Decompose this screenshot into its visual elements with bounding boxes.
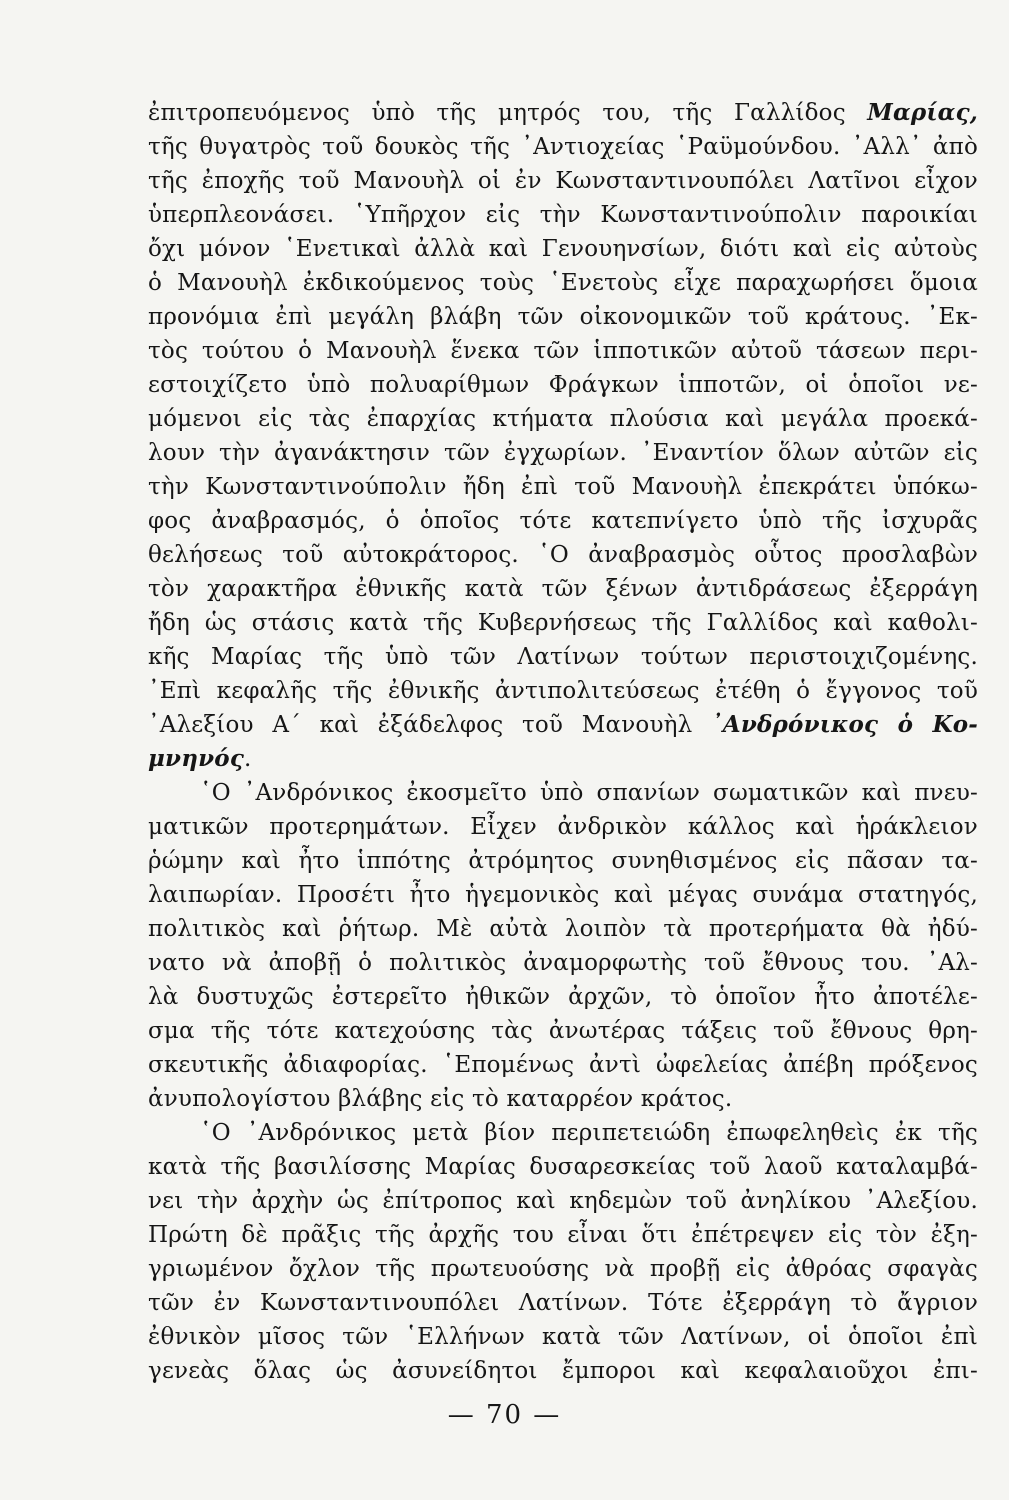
text-line: λουν τὴν ἀγανάκτησιν τῶν ἐγχωρίων. ᾿Εναντίον ὅλων αὐτῶν εἰς: [148, 440, 978, 466]
text-line: θελήσεως τοῦ αὐτοκράτορος. ῾Ο ἀναβρασμὸς οὗτος προσλαβὼν: [148, 542, 978, 568]
text-line: φος ἀναβρασμός, ὁ ὁποῖος τότε κατεπνίγετο ὑπὸ τῆς ἰσχυρᾶς: [148, 508, 978, 534]
text-line: κῆς Μαρίας τῆς ὑπὸ τῶν Λατίνων τούτων περιστοιχιζομένης.: [148, 644, 978, 670]
text-line: τῆς θυγατρὸς τοῦ δουκὸς τῆς ᾿Αντιοχείας ῾Ραϋμούνδου. ᾿Αλλ᾿ ἀπὸ: [148, 134, 978, 160]
text-line: ῾Ο ᾿Ανδρόνικος μετὰ βίον περιπετειώδη ἐπωφεληθεὶς ἐκ τῆς: [200, 1120, 978, 1146]
text-line: λὰ δυστυχῶς ἐστερεῖτο ἠθικῶν ἀρχῶν, τὸ ὁποῖον ἦτο ἀποτέλε-: [148, 984, 978, 1010]
text-line: σκευτικῆς ἀδιαφορίας. ῾Επομένως ἀντὶ ὠφελείας ἀπέβη πρόξενος: [148, 1052, 978, 1078]
text-line: νει τὴν ἀρχὴν ὡς ἐπίτροπος καὶ κηδεμὼν τοῦ ἀνηλίκου ᾿Αλεξίου.: [148, 1188, 978, 1214]
text-line: ὁ Μανουὴλ ἐκδικούμενος τοὺς ῾Ενετοὺς εἶχε παραχωρήσει ὅμοια: [148, 270, 978, 296]
text-line: γριωμένον ὄχλον τῆς πρωτευούσης νὰ προβῇ εἰς ἀθρόας σφαγὰς: [148, 1256, 978, 1282]
text-line: τῆς ἐποχῆς τοῦ Μανουὴλ οἱ ἐν Κωνσταντινουπόλει Λατῖνοι εἶχον: [148, 168, 978, 194]
text-line: λαιπωρίαν. Προσέτι ἦτο ἡγεμονικὸς καὶ μέγας συνάμα στατηγός,: [148, 882, 978, 908]
text-line: εστοιχίζετο ὑπὸ πολυαρίθμων Φράγκων ἱπποτῶν, οἱ ὁποῖοι νε-: [148, 372, 978, 398]
text-line: Πρώτη δὲ πρᾶξις τῆς ἀρχῆς του εἶναι ὅτι ἐπέτρεψεν εἰς τὸν ἐξη-: [148, 1222, 978, 1248]
text-line: ἐθνικὸν μῖσος τῶν ῾Ελλήνων κατὰ τῶν Λατίνων, οἱ ὁποῖοι ἐπὶ: [148, 1324, 978, 1350]
text-line: σμα τῆς τότε κατεχούσης τὰς ἀνωτέρας τάξεις τοῦ ἔθνους θρη-: [148, 1018, 978, 1044]
text-line: ματικῶν προτερημάτων. Εἶχεν ἀνδρικὸν κάλλος καὶ ἡράκλειον: [148, 814, 978, 840]
text-line: ᾿Επὶ κεφαλῆς τῆς ἐθνικῆς ἀντιπολιτεύσεως ἐτέθη ὁ ἔγγονος τοῦ: [148, 678, 978, 704]
text-line: νατο νὰ ἀποβῇ ὁ πολιτικὸς ἀναμορφωτὴς τοῦ ἔθνους του. ᾿Αλ-: [148, 950, 978, 976]
text-line: τὴν Κωνσταντινούπολιν ἤδη ἐπὶ τοῦ Μανουὴλ ἐπεκράτει ὑπόκω-: [148, 474, 978, 500]
text-line: τὸς τούτου ὁ Μανουὴλ ἕνεκα τῶν ἱππoτικῶν αὐτοῦ τάσεων περι-: [148, 338, 978, 364]
text-line: μόμενοι εἰς τὰς ἐπαρχίας κτήματα πλούσια καὶ μεγάλα προεκά-: [148, 406, 978, 432]
body-text: [148, 96, 978, 1384]
text-line: προνόμια ἐπὶ μεγάλη βλάβη τῶν οἰκονομικῶν τοῦ κράτους. ᾿Εκ-: [148, 304, 978, 330]
text-line: γενεὰς ὅλας ὡς ἀσυνείδητοι ἔμποροι καὶ κεφαλαιοῦχοι ἐπι-: [148, 1358, 978, 1384]
text-line: ᾿Αλεξίου Α΄ καὶ ἐξάδελφος τοῦ Μανουὴλ ᾿Ανδρόνικος ὁ Κο-: [148, 711, 978, 738]
text-line: πολιτικὸς καὶ ῥήτωρ. Μὲ αὐτὰ λοιπὸν τὰ προτερήματα θὰ ἠδύ-: [148, 916, 978, 942]
text-line: ἐπιτροπευόμενος ὑπὸ τῆς μητρός του, τῆς Γαλλίδος Μαρίας,: [148, 99, 978, 126]
text-line: τὸν χαρακτῆρα ἐθνικῆς κατὰ τῶν ξένων ἀντιδράσεως ἐξερράγη: [148, 576, 978, 602]
text-line: ὑπερπλεονάσει. ῾Υπῆρχον εἰς τὴν Κωνσταντινούπολιν παροικίαι: [148, 202, 978, 228]
text-line: ῥώμην καὶ ἦτο ἱππότης ἀτρόμητος συνηθισμένος εἰς πᾶσαν τα-: [148, 848, 978, 874]
text-line: ὄχι μόνον ῾Ενετικαὶ ἀλλὰ καὶ Γενουηνσίων, διότι καὶ εἰς αὐτοὺς: [148, 236, 978, 262]
text-line: ῾Ο ᾿Ανδρόνικος ἐκοσμεῖτο ὑπὸ σπανίων σωματικῶν καὶ πνευ-: [200, 780, 978, 806]
text-line: μνηνός.: [148, 745, 252, 772]
text-line: ἤδη ὡς στάσις κατὰ τῆς Κυβερνήσεως τῆς Γαλλίδος καὶ καθολι-: [148, 610, 978, 636]
page-number: — 70 —: [447, 1400, 562, 1430]
text-line: ἀνυπολογίστου βλάβης εἰς τὸ καταρρέον κράτος.: [148, 1086, 733, 1112]
text-line: κατὰ τῆς βασιλίσσης Μαρίας δυσαρεσκείας τοῦ λαοῦ καταλαμβά-: [148, 1154, 978, 1180]
text-line: τῶν ἐν Κωνσταντινουπόλει Λατίνων. Τότε ἐξερράγη τὸ ἄγριον: [148, 1290, 978, 1316]
